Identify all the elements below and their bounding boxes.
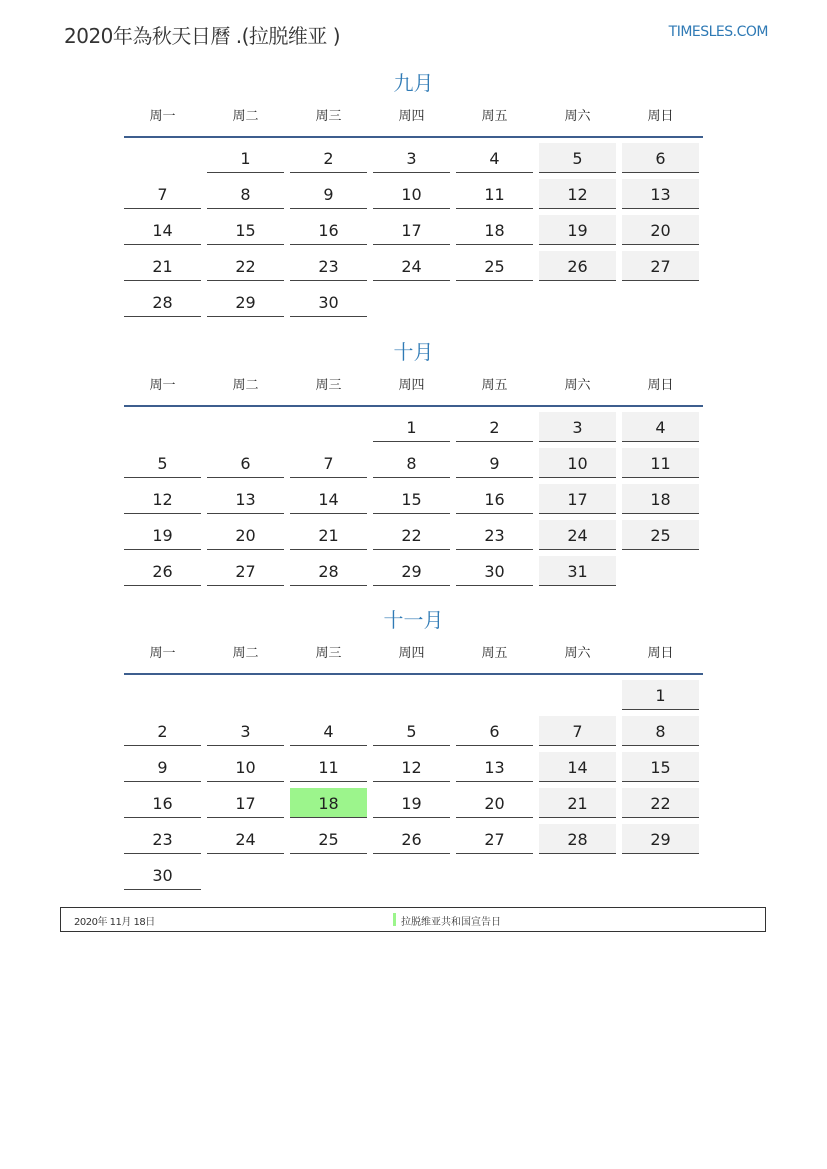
day-cell[interactable]: 10 <box>539 448 616 478</box>
day-cell[interactable]: 23 <box>124 824 201 854</box>
day-cell[interactable]: 20 <box>622 215 699 245</box>
day-cell[interactable]: 4 <box>290 716 367 746</box>
day-cell[interactable]: 16 <box>290 215 367 245</box>
weekday-label: 周四 <box>398 646 425 661</box>
weekday-label: 周六 <box>564 109 591 124</box>
empty-day-cell <box>124 412 201 442</box>
week-row <box>124 412 703 448</box>
day-cell[interactable]: 6 <box>622 143 699 173</box>
day-cell[interactable]: 11 <box>456 179 533 209</box>
day-cell[interactable]: 19 <box>373 788 450 818</box>
day-cell[interactable]: 5 <box>124 448 201 478</box>
week-row <box>124 824 703 860</box>
day-cell[interactable]: 11 <box>290 752 367 782</box>
day-cell[interactable]: 24 <box>207 824 284 854</box>
day-cell[interactable]: 28 <box>124 287 201 317</box>
day-grid <box>124 412 703 592</box>
month-october <box>124 337 703 592</box>
day-cell[interactable]: 2 <box>124 716 201 746</box>
day-grid <box>124 143 703 323</box>
day-cell[interactable]: 9 <box>124 752 201 782</box>
day-grid <box>124 680 703 896</box>
day-cell[interactable]: 29 <box>373 556 450 586</box>
week-row <box>124 448 703 484</box>
empty-day-cell <box>456 680 533 710</box>
day-cell[interactable]: 25 <box>290 824 367 854</box>
day-cell[interactable]: 9 <box>456 448 533 478</box>
week-row <box>124 788 703 824</box>
day-cell[interactable]: 21 <box>290 520 367 550</box>
day-cell[interactable]: 20 <box>207 520 284 550</box>
empty-day-cell <box>622 287 699 317</box>
day-cell[interactable]: 5 <box>539 143 616 173</box>
day-cell[interactable]: 19 <box>539 215 616 245</box>
empty-day-cell <box>539 860 616 890</box>
day-cell[interactable]: 26 <box>124 556 201 586</box>
day-cell[interactable]: 8 <box>207 179 284 209</box>
weekday-label: 周四 <box>398 109 425 124</box>
empty-day-cell <box>622 556 699 586</box>
weekday-label: 周六 <box>564 646 591 661</box>
day-cell[interactable]: 25 <box>622 520 699 550</box>
day-cell[interactable]: 12 <box>373 752 450 782</box>
weekday-header <box>124 373 703 407</box>
day-cell[interactable]: 21 <box>124 251 201 281</box>
weekday-label: 周一 <box>149 378 176 393</box>
weekday-label: 周一 <box>149 646 176 661</box>
week-row <box>124 716 703 752</box>
weekday-label: 周五 <box>481 378 508 393</box>
day-cell[interactable]: 30 <box>124 860 201 890</box>
empty-day-cell <box>373 680 450 710</box>
day-cell[interactable]: 22 <box>622 788 699 818</box>
site-link[interactable]: TIMESLES.COM <box>668 24 768 40</box>
holiday-day-cell[interactable]: 18 <box>290 788 367 818</box>
weekday-label: 周二 <box>232 378 259 393</box>
empty-day-cell <box>456 860 533 890</box>
day-cell[interactable]: 17 <box>539 484 616 514</box>
empty-day-cell <box>207 680 284 710</box>
month-name: 九月 <box>393 71 434 95</box>
day-cell[interactable]: 30 <box>456 556 533 586</box>
legend-holiday-name: 拉脱维亚共和国宣告日 <box>401 917 501 928</box>
day-cell[interactable]: 4 <box>456 143 533 173</box>
day-cell[interactable]: 14 <box>539 752 616 782</box>
day-cell[interactable]: 23 <box>290 251 367 281</box>
empty-day-cell <box>622 860 699 890</box>
day-cell[interactable]: 12 <box>539 179 616 209</box>
day-cell[interactable]: 6 <box>456 716 533 746</box>
week-row <box>124 251 703 287</box>
weekday-label: 周五 <box>481 109 508 124</box>
empty-day-cell <box>290 860 367 890</box>
empty-day-cell <box>539 287 616 317</box>
day-cell[interactable]: 24 <box>539 520 616 550</box>
weekday-label: 周日 <box>647 378 674 393</box>
day-cell[interactable]: 10 <box>373 179 450 209</box>
week-row <box>124 680 703 716</box>
day-cell[interactable]: 14 <box>290 484 367 514</box>
empty-day-cell <box>124 143 201 173</box>
weekday-label: 周四 <box>398 378 425 393</box>
weekday-label: 周五 <box>481 646 508 661</box>
day-cell[interactable]: 7 <box>124 179 201 209</box>
day-cell[interactable]: 22 <box>207 251 284 281</box>
day-cell[interactable]: 10 <box>207 752 284 782</box>
legend-holiday-marker <box>393 913 396 926</box>
day-cell[interactable]: 28 <box>290 556 367 586</box>
weekday-label: 周二 <box>232 646 259 661</box>
day-cell[interactable]: 20 <box>456 788 533 818</box>
week-row <box>124 752 703 788</box>
empty-day-cell <box>373 287 450 317</box>
empty-day-cell <box>207 412 284 442</box>
week-row <box>124 520 703 556</box>
legend-date: 2020年 11月 18日 <box>74 917 155 928</box>
week-row <box>124 143 703 179</box>
week-row <box>124 860 703 896</box>
day-cell[interactable]: 7 <box>539 716 616 746</box>
weekday-label: 周三 <box>315 109 342 124</box>
weekday-label: 周日 <box>647 109 674 124</box>
day-cell[interactable]: 22 <box>373 520 450 550</box>
day-cell[interactable]: 8 <box>373 448 450 478</box>
day-cell[interactable]: 3 <box>373 143 450 173</box>
day-cell[interactable]: 12 <box>124 484 201 514</box>
month-september <box>124 68 703 323</box>
day-cell[interactable]: 6 <box>207 448 284 478</box>
day-cell[interactable]: 25 <box>456 251 533 281</box>
week-row <box>124 556 703 592</box>
day-cell[interactable]: 15 <box>207 215 284 245</box>
day-cell[interactable]: 24 <box>373 251 450 281</box>
day-cell[interactable]: 28 <box>539 824 616 854</box>
day-cell[interactable]: 11 <box>622 448 699 478</box>
day-cell[interactable]: 3 <box>207 716 284 746</box>
month-name: 十一月 <box>383 608 444 632</box>
day-cell[interactable]: 2 <box>456 412 533 442</box>
day-cell[interactable]: 26 <box>373 824 450 854</box>
day-cell[interactable]: 29 <box>207 287 284 317</box>
weekday-label: 周日 <box>647 646 674 661</box>
weekday-header <box>124 641 703 675</box>
day-cell[interactable]: 8 <box>622 716 699 746</box>
day-cell[interactable]: 14 <box>124 215 201 245</box>
month-name: 十月 <box>393 340 434 364</box>
weekday-header <box>124 104 703 138</box>
day-cell[interactable]: 7 <box>290 448 367 478</box>
day-cell[interactable]: 15 <box>622 752 699 782</box>
day-cell[interactable]: 26 <box>539 251 616 281</box>
day-cell[interactable]: 18 <box>622 484 699 514</box>
day-cell[interactable]: 17 <box>373 215 450 245</box>
legend-box <box>60 907 766 932</box>
day-cell[interactable]: 1 <box>373 412 450 442</box>
empty-day-cell <box>290 412 367 442</box>
day-cell[interactable]: 27 <box>207 556 284 586</box>
day-cell[interactable]: 16 <box>456 484 533 514</box>
day-cell[interactable]: 29 <box>622 824 699 854</box>
week-row <box>124 484 703 520</box>
weekday-label: 周三 <box>315 378 342 393</box>
weekday-label: 周二 <box>232 109 259 124</box>
day-cell[interactable]: 18 <box>456 215 533 245</box>
empty-day-cell <box>124 680 201 710</box>
week-row <box>124 179 703 215</box>
day-cell[interactable]: 1 <box>622 680 699 710</box>
empty-day-cell <box>373 860 450 890</box>
day-cell[interactable]: 23 <box>456 520 533 550</box>
day-cell[interactable]: 27 <box>456 824 533 854</box>
weekday-label: 周三 <box>315 646 342 661</box>
day-cell[interactable]: 17 <box>207 788 284 818</box>
weekday-label: 周一 <box>149 109 176 124</box>
day-cell[interactable]: 3 <box>539 412 616 442</box>
empty-day-cell <box>456 287 533 317</box>
day-cell[interactable]: 13 <box>622 179 699 209</box>
day-cell[interactable]: 9 <box>290 179 367 209</box>
week-row <box>124 215 703 251</box>
day-cell[interactable]: 31 <box>539 556 616 586</box>
day-cell[interactable]: 13 <box>207 484 284 514</box>
day-cell[interactable]: 4 <box>622 412 699 442</box>
day-cell[interactable]: 15 <box>373 484 450 514</box>
page-title: 2020年為秋天日曆 .(拉脱维亚 ) <box>64 24 341 48</box>
day-cell[interactable]: 27 <box>622 251 699 281</box>
empty-day-cell <box>290 680 367 710</box>
day-cell[interactable]: 5 <box>373 716 450 746</box>
day-cell[interactable]: 16 <box>124 788 201 818</box>
day-cell[interactable]: 21 <box>539 788 616 818</box>
week-row <box>124 287 703 323</box>
empty-day-cell <box>207 860 284 890</box>
month-november <box>124 605 703 896</box>
day-cell[interactable]: 1 <box>207 143 284 173</box>
day-cell[interactable]: 13 <box>456 752 533 782</box>
day-cell[interactable]: 19 <box>124 520 201 550</box>
day-cell[interactable]: 30 <box>290 287 367 317</box>
weekday-label: 周六 <box>564 378 591 393</box>
day-cell[interactable]: 2 <box>290 143 367 173</box>
empty-day-cell <box>539 680 616 710</box>
